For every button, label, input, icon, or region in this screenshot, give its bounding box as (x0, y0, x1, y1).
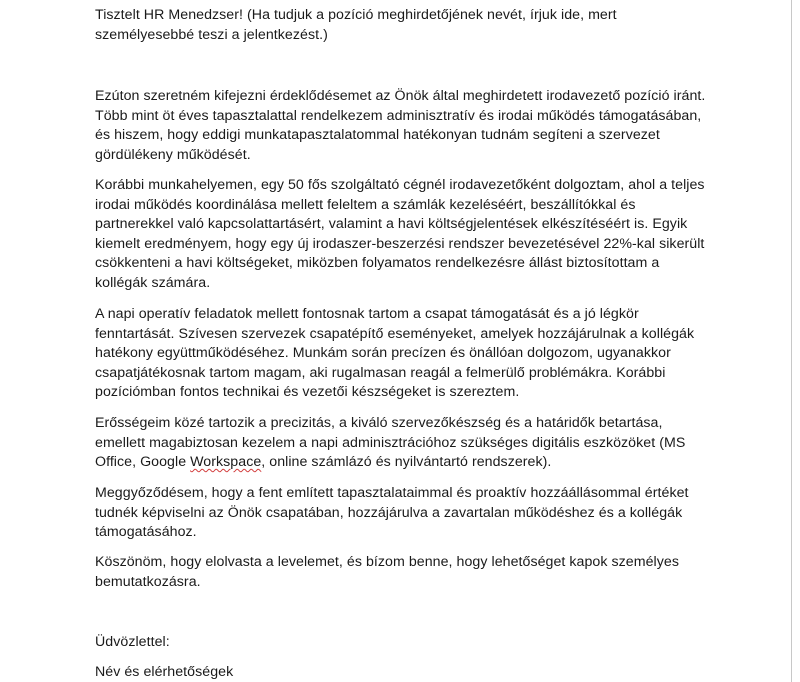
salutation-line-2: személyesebbé teszi a jelentkezést.) (95, 26, 328, 43)
paragraph-line: pozíciómban fontos technikai és vezetői készségeket is szereztem. (95, 384, 520, 401)
paragraph-line: csökkenteni a havi költségeket, miközben folyamatos rendelkezésre állást biztosítottam a (95, 255, 660, 272)
paragraph-line: fenntartását. Szívesen szervezek csapatépítő eseményeket, amelyek hozzájárulnak a kollégák (95, 325, 695, 342)
text-run: Office, Google (95, 454, 191, 471)
paragraph-line: Ezúton szeretném kifejezni érdeklődésemet az Önök által meghirdetett irodavezető pozíció iránt. (95, 88, 706, 104)
paragraph-line: Köszönöm, hogy elolvasta a levelemet, és bízom benne, hogy lehetőséget kapok személyes (95, 554, 679, 570)
paragraph-line: bemutatkozásra. (95, 573, 201, 590)
paragraph-line: irodai működés koordinálása mellett feleltem a számlák kezeléséért, beszállítókkal és (95, 196, 636, 213)
paragraph-conviction (95, 484, 689, 543)
paragraph-line: tudnék képviselni az Önök csapatában, hozzájárulva a zavartalan működéshez és a kollégák (95, 504, 683, 521)
text-run: , online számlázó és nyilvántartó rendszerek). (261, 454, 552, 471)
paragraph-line: partnerekkel való kapcsolattartásért, valamint a havi költségjelentések elkészítéséért is. Egyik (95, 216, 688, 233)
paragraph-strengths (95, 414, 685, 473)
closing-text: Üdvözlettel: (95, 634, 170, 650)
paragraph-teamwork (95, 305, 694, 403)
salutation-paragraph (95, 6, 617, 45)
signature-line (95, 663, 233, 682)
paragraph-line: kollégák számára. (95, 274, 211, 291)
paragraph-line: Meggyőződésem, hogy a fent említett tapasztalataimmal és proaktív hozzáállásommal értéket (95, 485, 689, 501)
paragraph-line: emellett magabiztosan kezelem a napi adminisztrációhoz szükséges digitális eszközöket (MS (95, 434, 686, 451)
paragraph-line (95, 453, 685, 473)
paragraph-line: gördülékeny működését. (95, 146, 251, 163)
paragraph-experience (95, 176, 705, 294)
paragraph-thanks (95, 553, 679, 592)
paragraph-line: támogatásához. (95, 524, 197, 541)
paragraph-line: Több mint öt éves tapasztalattal rendelkezem adminisztratív és irodai működés támogatásában, (95, 107, 702, 124)
paragraph-line: Korábbi munkahelyemen, egy 50 fős szolgáltató cégnél irodavezetőként dolgoztam, ahol a teljes (95, 177, 705, 193)
paragraph-line: kiemelt eredményem, hogy egy új irodaszer-beszerzési rendszer bevezetésével 22%-kal sikerült (95, 235, 705, 252)
spellcheck-flagged-word[interactable]: Workspace (190, 454, 262, 471)
paragraph-line: csapatjátékosnak tartom magam, aki rugalmasan reagál a felmerülő problémákra. Korábbi (95, 364, 666, 381)
paragraph-line: A napi operatív feladatok mellett fontosnak tartom a csapat támogatását és a jó légkör (95, 306, 639, 322)
signature-text: Név és elérhetőségek (95, 664, 234, 680)
closing-line (95, 633, 170, 653)
paragraph-line: és hiszem, hogy eddigi munkatapasztalatommal hatékonyan tudnám segíteni a szervezet (95, 127, 660, 144)
salutation-line-1: Tisztelt HR Menedzser! (Ha tudjuk a pozíció meghirdetőjének nevét, írjuk ide, mert (95, 7, 617, 23)
paragraph-line: Erősségeim közé tartozik a precizitás, a kiváló szervezőkészség és a határidők betartása, (95, 415, 663, 431)
paragraph-line: hatékony együttműködéséhez. Munkám során precízen és önállóan dolgozom, ugyanakkor (95, 345, 671, 362)
paragraph-intro (95, 87, 705, 165)
